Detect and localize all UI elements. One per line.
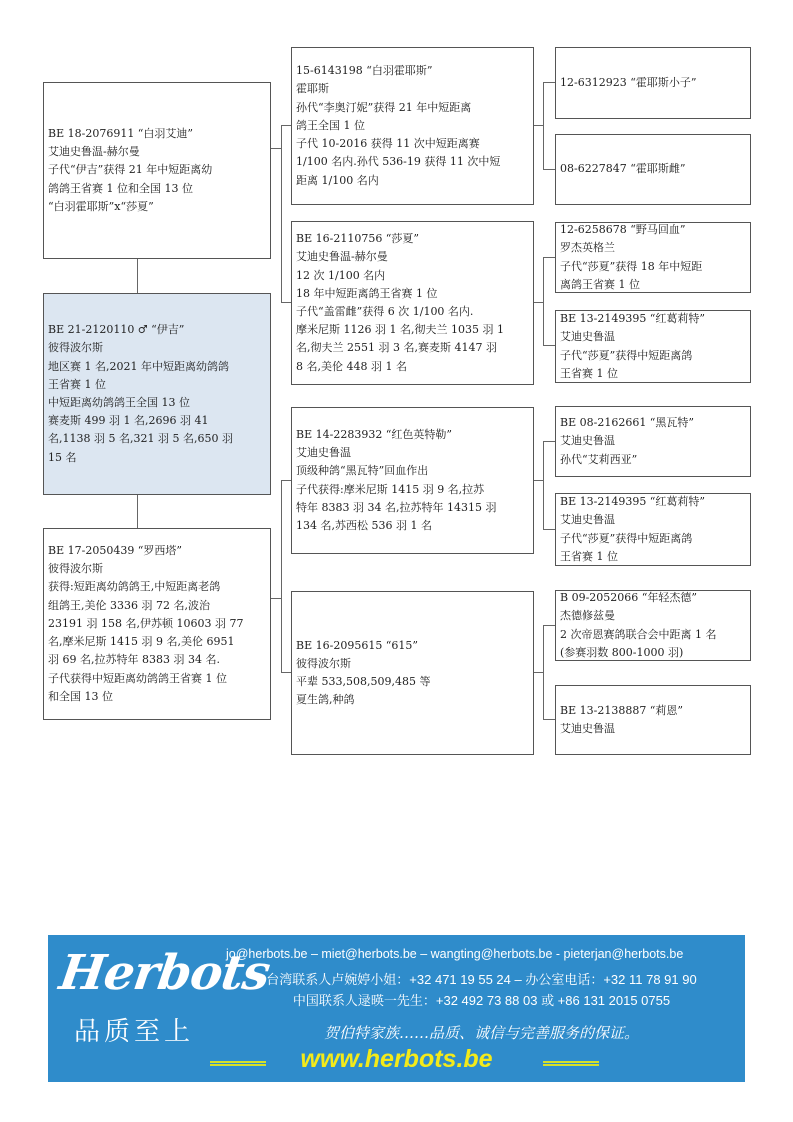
connector bbox=[281, 480, 291, 481]
connector bbox=[543, 719, 555, 720]
pigeon-ring-and-name: BE 18-2076911 “白羽艾迪” bbox=[48, 126, 194, 140]
pigeon-info-line: 鸽鸽王省赛 1 位和全国 13 位 bbox=[48, 181, 193, 195]
connector bbox=[543, 529, 555, 530]
sire-dam-box bbox=[291, 221, 534, 385]
pigeon-info-line: 子代“莎夏”获得 18 年中短距 bbox=[560, 259, 703, 273]
pigeon-ring-and-name: BE 16-2095615 “615” bbox=[296, 638, 419, 652]
dam-sire-box bbox=[291, 407, 534, 554]
pigeon-ring-and-name: 08-6227847 “霍耶斯雌” bbox=[560, 162, 686, 176]
pigeon-info-line: 134 名,苏西松 536 羽 1 名 bbox=[296, 518, 432, 532]
ggp-box-3 bbox=[555, 222, 751, 293]
pigeon-info-line: 距离 1/100 名内 bbox=[296, 173, 379, 187]
connector bbox=[533, 302, 543, 303]
pigeon-info-line: 名,1138 羽 5 名,321 羽 5 名,650 羽 bbox=[48, 432, 233, 446]
motto: 贺伯特家族……品质、诚信与完善服务的保证。 bbox=[323, 1024, 639, 1042]
pigeon-info-line: 艾迪史鲁温 bbox=[560, 513, 615, 527]
connector bbox=[543, 82, 555, 83]
pigeon-info-line: 羽 69 名,拉苏特年 8383 羽 34 名. bbox=[48, 653, 220, 667]
pigeon-info-line: 罗杰英格兰 bbox=[560, 241, 615, 255]
pigeon-info-line: 艾迪史鲁温 bbox=[560, 722, 615, 735]
pigeon-info-line: 彼得波尔斯 bbox=[48, 562, 103, 576]
connector bbox=[270, 148, 281, 149]
pigeon-info-line: 孙代“李奥汀妮”获得 21 年中短距离 bbox=[296, 100, 472, 114]
ggp-box-6 bbox=[555, 493, 751, 566]
pigeon-info-line: 特年 8383 羽 34 名,拉苏特年 14315 羽 bbox=[296, 500, 497, 514]
connector bbox=[270, 598, 281, 599]
connector bbox=[543, 625, 555, 626]
pigeon-info-line: 子代“莎夏”获得中短距离鸽 bbox=[560, 531, 693, 545]
connector bbox=[543, 625, 544, 720]
pigeon-info-line: 离鸽王省赛 1 位 bbox=[560, 277, 640, 291]
pigeon-info-line: 子代获得中短距离幼鸽鸽王省赛 1 位 bbox=[48, 671, 227, 685]
herbots-logo: Herbots bbox=[56, 945, 273, 1001]
connector bbox=[543, 441, 555, 442]
pigeon-info-line: 2 次帝恩赛鸽联合会中距离 1 名 bbox=[560, 627, 717, 641]
pigeon-info-line: 获得:短距离幼鸽鸽王,中短距离老鸽 bbox=[48, 580, 221, 594]
pigeon-info-line: 子代获得:摩米尼斯 1415 羽 9 名,拉苏 bbox=[296, 482, 485, 496]
pigeon-info-line: 艾迪史鲁温 bbox=[560, 330, 615, 344]
contact-emails[interactable]: jo@herbots.be – miet@herbots.be – wangting@herbots.be - pieterjan@herbots.be bbox=[226, 947, 684, 961]
pigeon-ring-and-name: 12-6258678 “野马回血” bbox=[560, 223, 686, 237]
connector bbox=[281, 672, 291, 673]
connector bbox=[281, 125, 282, 303]
pigeon-info-line: (参赛羽数 800-1000 羽) bbox=[560, 645, 684, 659]
ggp-box-7 bbox=[555, 590, 751, 661]
ggp-box-4 bbox=[555, 310, 751, 383]
dam-box bbox=[43, 528, 271, 720]
connector bbox=[543, 257, 555, 258]
pigeon-info-line: 8 名,美伦 448 羽 1 名 bbox=[296, 359, 407, 373]
pigeon-info-line: 子代“伊吉”获得 21 年中短距离幼 bbox=[48, 163, 213, 177]
pigeon-info-line: 名,彻夫兰 2551 羽 3 名,赛麦斯 4147 羽 bbox=[296, 341, 497, 355]
pigeon-ring-and-name: BE 14-2283932 “红色英特勒” bbox=[296, 427, 453, 441]
pigeon-info-line: 艾迪史鲁温 bbox=[296, 446, 351, 460]
pigeon-ring-and-name: 15-6143198 “白羽霍耶斯” bbox=[296, 64, 433, 78]
pigeon-info-line: 中短距离幼鸽鸽王全国 13 位 bbox=[48, 396, 190, 409]
pigeon-ring-and-name: B 09-2052066 “年轻杰德” bbox=[560, 591, 698, 605]
pigeon-info-line: 子代 10-2016 获得 11 次中短距离赛 bbox=[296, 137, 480, 151]
slogan: 品质至上 bbox=[74, 1017, 195, 1047]
connector bbox=[137, 258, 138, 293]
sire-sire-box bbox=[291, 47, 534, 205]
pigeon-info-line: 15 名 bbox=[48, 450, 77, 464]
pigeon-info-line: 和全国 13 位 bbox=[48, 689, 113, 703]
pigeon-info-line: 12 次 1/100 名内 bbox=[296, 268, 386, 282]
pigeon-info-line: 夏生鸽,种鸽 bbox=[296, 693, 355, 707]
pigeon-ring-and-name: BE 16-2110756 “莎夏” bbox=[296, 232, 420, 246]
pigeon-info-line: 18 年中短距离鸽王省赛 1 位 bbox=[296, 286, 438, 300]
dam-dam-box bbox=[291, 591, 534, 755]
pigeon-info-line: 名,摩米尼斯 1415 羽 9 名,美伦 6951 bbox=[48, 635, 235, 649]
pigeon-info-line: 孙代“艾莉西亚” bbox=[560, 452, 638, 466]
connector bbox=[281, 302, 291, 303]
pigeon-info-line: 摩米尼斯 1126 羽 1 名,彻夫兰 1035 羽 1 bbox=[296, 323, 504, 337]
connector bbox=[533, 672, 543, 673]
pigeon-info-line: 顶级种鸽“黑瓦特”回血作出 bbox=[296, 464, 429, 478]
subject-pigeon-box bbox=[43, 293, 271, 495]
pigeon-info-line: 子代“盖雷雌”获得 6 次 1/100 名内. bbox=[296, 305, 474, 318]
taiwan-contact: 台湾联系人卢婉婷小姐：+32 471 19 55 24 – 办公室电话：+32 11 78 91 90 bbox=[266, 972, 697, 987]
pigeon-ring-and-name: BE 17-2050439 “罗西塔” bbox=[48, 544, 183, 558]
pigeon-info-line: 彼得波尔斯 bbox=[48, 341, 103, 355]
ggp-box-5 bbox=[555, 406, 751, 477]
pigeon-info-line: 艾迪史鲁温 bbox=[560, 434, 615, 448]
pigeon-info-line: 艾迪史鲁温-赫尔曼 bbox=[296, 250, 388, 264]
pigeon-info-line: 平辈 533,508,509,485 等 bbox=[296, 675, 431, 688]
connector bbox=[533, 125, 543, 126]
pigeon-ring-and-name: BE 13-2149395 “红葛莉特” bbox=[560, 495, 706, 509]
website-link[interactable]: www.herbots.be bbox=[300, 1045, 493, 1073]
pigeon-ring-and-name: BE 13-2149395 “红葛莉特” bbox=[560, 312, 706, 326]
china-contact: 中国联系人逯暎一先生：+32 492 73 88 03 或 +86 131 2015 0755 bbox=[292, 993, 671, 1008]
connector bbox=[137, 494, 138, 528]
pigeon-info-line: 地区赛 1 名,2021 年中短距离幼鸽鸽 bbox=[48, 359, 229, 373]
pigeon-ring-and-name: BE 21-2120110 ♂ “伊吉” bbox=[48, 323, 185, 337]
pigeon-info-line: 王省赛 1 位 bbox=[560, 549, 618, 563]
pigeon-info-line: 赛麦斯 499 羽 1 名,2696 羽 41 bbox=[48, 414, 209, 428]
pigeon-info-line: 子代“莎夏”获得中短距离鸽 bbox=[560, 348, 693, 362]
pigeon-info-line: 23191 羽 158 名,伊苏顿 10603 羽 77 bbox=[48, 616, 244, 630]
connector bbox=[281, 480, 282, 673]
connector bbox=[543, 345, 555, 346]
sire-box bbox=[43, 82, 271, 259]
pigeon-ring-and-name: BE 08-2162661 “黑瓦特” bbox=[560, 416, 695, 430]
connector bbox=[543, 169, 555, 170]
herbots-banner bbox=[48, 935, 745, 1082]
pigeon-info-line: 鸽王全国 1 位 bbox=[296, 118, 365, 132]
pigeon-info-line: 1/100 名内.孙代 536-19 获得 11 次中短 bbox=[296, 155, 501, 169]
pigeon-info-line: 艾迪史鲁温-赫尔曼 bbox=[48, 145, 140, 159]
pigeon-info-line: 组鸽王,美伦 3336 羽 72 名,波治 bbox=[48, 598, 210, 612]
pigeon-info-line: 王省赛 1 位 bbox=[560, 366, 618, 380]
pigeon-info-line: “白羽霍耶斯”x“莎夏” bbox=[48, 199, 154, 213]
ggp-box-8 bbox=[555, 685, 751, 755]
connector bbox=[543, 257, 544, 346]
pigeon-info-line: 彼得波尔斯 bbox=[296, 656, 351, 670]
ggp-box-2 bbox=[555, 134, 751, 205]
ggp-box-1 bbox=[555, 47, 751, 119]
connector bbox=[533, 480, 543, 481]
pigeon-ring-and-name: BE 13-2138887 “莉恩” bbox=[560, 703, 684, 717]
pigeon-info-line: 霍耶斯 bbox=[296, 82, 329, 96]
pigeon-ring-and-name: 12-6312923 “霍耶斯小子” bbox=[560, 75, 697, 89]
connector bbox=[543, 441, 544, 530]
pigeon-info-line: 杰德修兹曼 bbox=[560, 609, 615, 623]
pigeon-info-line: 王省赛 1 位 bbox=[48, 377, 106, 391]
connector bbox=[281, 125, 291, 126]
decorative-line-right bbox=[543, 1061, 599, 1066]
connector bbox=[543, 82, 544, 170]
